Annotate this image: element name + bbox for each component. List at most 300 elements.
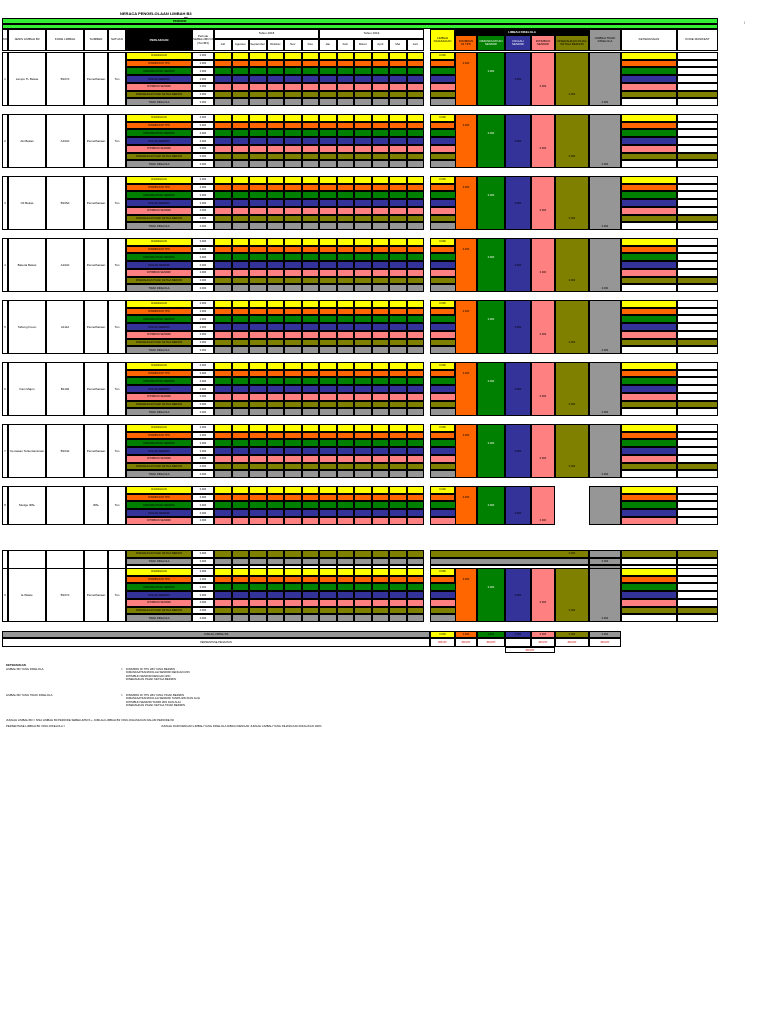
month-cell [407, 455, 425, 463]
month-cell [249, 238, 267, 246]
month-cell [214, 215, 232, 223]
month-cell [389, 269, 407, 277]
month-cell [319, 599, 337, 607]
manifest-cell [677, 339, 718, 347]
month-cell [337, 517, 355, 525]
treatment-label: TIDAK DIKELOLA [126, 558, 192, 566]
month-cell [319, 362, 337, 370]
treatment-label: DITIMBUN SENDIRI [126, 393, 192, 401]
managed-value: 0.000 [568, 608, 576, 612]
month-cell [337, 238, 355, 246]
month-cell [302, 424, 320, 432]
previous-period-value: 0.000 [192, 315, 214, 323]
group-waste-code: B105d [46, 176, 84, 230]
month-cell [284, 261, 302, 269]
month-cell [302, 607, 320, 615]
month-cell [337, 91, 355, 99]
total-value: 0.000 [505, 631, 531, 638]
month-cell [267, 331, 285, 339]
month-cell [337, 52, 355, 60]
previous-period-value: 0.000 [192, 591, 214, 599]
month-cell [354, 424, 372, 432]
month-cell [407, 486, 425, 494]
month-cell [232, 385, 250, 393]
month-cell [302, 215, 320, 223]
previous-period-value: 0.000 [192, 222, 214, 230]
month-cell [267, 52, 285, 60]
month-cell [232, 215, 250, 223]
month-cell [389, 339, 407, 347]
month-cell [302, 246, 320, 254]
managed-value: 0.000 [487, 131, 495, 135]
month-cell [319, 137, 337, 145]
month-cell [214, 67, 232, 75]
previous-period-value: 0.000 [192, 75, 214, 83]
managed-column [531, 568, 555, 622]
month-cell [389, 122, 407, 130]
month-cell [284, 408, 302, 416]
generated-value: 0.000 [430, 300, 455, 308]
month-cell [354, 568, 372, 576]
month-cell [214, 207, 232, 215]
month-cell [407, 184, 425, 192]
month-cell [337, 98, 355, 106]
month-cell [284, 160, 302, 168]
month-cell [407, 238, 425, 246]
month-cell [407, 401, 425, 409]
month-cell [337, 494, 355, 502]
manifest-cell [677, 52, 718, 60]
month-cell [372, 98, 390, 106]
percentage-value [505, 638, 531, 647]
col-header-month: Oktober [267, 39, 285, 51]
month-cell [302, 253, 320, 261]
month-cell [214, 261, 232, 269]
month-cell [284, 52, 302, 60]
month-cell [214, 470, 232, 478]
remarks-cell [621, 614, 677, 622]
manifest-cell [677, 83, 718, 91]
month-cell [267, 246, 285, 254]
managed-value: 0.000 [514, 511, 522, 515]
month-cell [337, 145, 355, 153]
remarks-cell [621, 300, 677, 308]
month-cell [389, 153, 407, 161]
manifest-cell [677, 176, 718, 184]
month-cell [232, 432, 250, 440]
month-cell [389, 401, 407, 409]
month-cell [407, 509, 425, 517]
flow-band [430, 494, 455, 502]
month-cell [284, 137, 302, 145]
month-cell [319, 215, 337, 223]
month-cell [249, 145, 267, 153]
month-cell [302, 98, 320, 106]
month-cell [407, 122, 425, 130]
managed-value: 0.000 [514, 325, 522, 329]
manifest-cell [677, 607, 718, 615]
month-cell [267, 122, 285, 130]
month-cell [389, 463, 407, 471]
month-cell [337, 599, 355, 607]
month-cell [249, 576, 267, 584]
month-cell [319, 424, 337, 432]
month-cell [267, 591, 285, 599]
month-cell [214, 455, 232, 463]
month-cell [302, 129, 320, 137]
month-cell [284, 277, 302, 285]
remarks-cell [621, 160, 677, 168]
month-cell [337, 137, 355, 145]
month-cell [284, 253, 302, 261]
month-cell [389, 207, 407, 215]
manifest-cell [677, 238, 718, 246]
month-cell [372, 509, 390, 517]
month-cell [372, 470, 390, 478]
month-cell [302, 331, 320, 339]
month-cell [249, 215, 267, 223]
month-cell [372, 215, 390, 223]
previous-period-value: 0.000 [192, 238, 214, 246]
month-cell [372, 346, 390, 354]
month-cell [267, 463, 285, 471]
treatment-label: DISIMPAN DI TPS [126, 184, 192, 192]
month-cell [214, 75, 232, 83]
notes-managed-item: DIMANFAATKAN/DIOLAH SENDIRI DENGAN IZIN [126, 670, 190, 675]
month-cell [354, 370, 372, 378]
remarks-cell [621, 599, 677, 607]
month-cell [319, 501, 337, 509]
month-cell [389, 137, 407, 145]
month-cell [372, 91, 390, 99]
treatment-label: DIOLAH SENDIRI [126, 385, 192, 393]
remarks-cell [621, 137, 677, 145]
month-cell [389, 98, 407, 106]
month-cell [284, 184, 302, 192]
group-source: Pemeliharaan [84, 424, 108, 478]
month-cell [214, 447, 232, 455]
month-cell [284, 222, 302, 230]
group-source: IPAL [84, 486, 108, 525]
month-cell [267, 583, 285, 591]
month-cell [249, 52, 267, 60]
month-cell [354, 284, 372, 292]
month-cell [319, 222, 337, 230]
group-unit: Ton [108, 114, 126, 168]
remarks-cell [621, 261, 677, 269]
remarks-cell [621, 401, 677, 409]
manifest-cell [677, 550, 718, 558]
month-cell [267, 269, 285, 277]
month-cell [249, 362, 267, 370]
previous-period-value: 0.000 [192, 199, 214, 207]
month-cell [354, 52, 372, 60]
month-cell [284, 439, 302, 447]
group-source: Pemeliharaan [84, 568, 108, 622]
managed-column [505, 486, 531, 525]
month-cell [372, 145, 390, 153]
treatment-label: DISERAHKAN PIHAK KETIGA BERIZIN [126, 550, 192, 558]
month-cell [267, 145, 285, 153]
month-cell [249, 494, 267, 502]
month-cell [214, 300, 232, 308]
month-cell [232, 60, 250, 68]
month-cell [232, 222, 250, 230]
manifest-cell [677, 370, 718, 378]
month-cell [389, 346, 407, 354]
treatment-label: TIDAK DIKELOLA [126, 160, 192, 168]
remarks-cell [621, 439, 677, 447]
managed-value: 0.000 [514, 449, 522, 453]
month-cell [389, 145, 407, 153]
month-cell [232, 129, 250, 137]
manifest-cell [677, 199, 718, 207]
manifest-cell [677, 331, 718, 339]
managed-value: 0.000 [462, 434, 470, 438]
month-cell [319, 331, 337, 339]
month-cell [302, 568, 320, 576]
month-cell [319, 550, 337, 558]
previous-period-value: 0.000 [192, 614, 214, 622]
month-cell [284, 238, 302, 246]
remarks-cell [621, 591, 677, 599]
month-cell [389, 184, 407, 192]
month-cell [407, 385, 425, 393]
month-cell [214, 494, 232, 502]
month-cell [319, 238, 337, 246]
remarks-cell [621, 501, 677, 509]
remarks-cell [621, 455, 677, 463]
col-header-managed-sub: DIOLAH SENDIRI [505, 35, 531, 51]
manifest-cell [677, 393, 718, 401]
remarks-cell [621, 370, 677, 378]
notes-unmanaged-item: DIMANFAATKAN/DIOLAH SENDIRI TANPA IZIN DAN ALIH [126, 696, 200, 701]
manifest-cell [677, 153, 718, 161]
month-cell [249, 339, 267, 347]
month-cell [354, 558, 372, 566]
month-cell [267, 568, 285, 576]
month-cell [354, 83, 372, 91]
month-cell [232, 122, 250, 130]
remarks-cell [621, 393, 677, 401]
month-cell [284, 607, 302, 615]
previous-period-value: 0.000 [192, 191, 214, 199]
group-unit: Ton [108, 362, 126, 416]
month-cell [267, 308, 285, 316]
managed-column [531, 300, 555, 354]
manifest-cell [677, 300, 718, 308]
month-cell [232, 401, 250, 409]
month-cell [407, 447, 425, 455]
group-waste-code [46, 486, 84, 525]
month-cell [302, 576, 320, 584]
month-cell [319, 122, 337, 130]
month-cell [337, 424, 355, 432]
manifest-cell [677, 494, 718, 502]
month-cell [337, 550, 355, 558]
month-cell [407, 191, 425, 199]
month-cell [337, 67, 355, 75]
col-header-month: Mei [389, 39, 407, 51]
remarks-cell [621, 346, 677, 354]
month-cell [232, 568, 250, 576]
notes-section [6, 664, 746, 744]
month-cell [232, 470, 250, 478]
month-cell [214, 439, 232, 447]
month-cell [337, 308, 355, 316]
month-cell [214, 176, 232, 184]
remarks-cell [621, 67, 677, 75]
remarks-cell [621, 331, 677, 339]
previous-period-value: 0.000 [192, 494, 214, 502]
month-cell [319, 300, 337, 308]
month-cell [389, 60, 407, 68]
month-cell [337, 393, 355, 401]
month-cell [354, 583, 372, 591]
month-cell [232, 284, 250, 292]
treatment-label: DIOLAH SENDIRI [126, 75, 192, 83]
month-cell [407, 346, 425, 354]
treatment-label: DISIMPAN DI TPS [126, 246, 192, 254]
month-cell [267, 550, 285, 558]
month-cell [372, 300, 390, 308]
previous-period-value: 0.000 [192, 184, 214, 192]
month-cell [319, 114, 337, 122]
month-cell [354, 308, 372, 316]
previous-period-value: 0.000 [192, 424, 214, 432]
month-cell [372, 501, 390, 509]
month-cell [267, 323, 285, 331]
month-cell [319, 614, 337, 622]
month-cell [267, 447, 285, 455]
month-cell [302, 377, 320, 385]
remarks-cell [621, 176, 677, 184]
notes-managed-item: DITIMBUN SENDIRI DENGAN IZIN [126, 673, 171, 678]
month-cell [249, 129, 267, 137]
remarks-cell [621, 153, 677, 161]
previous-period-value: 0.000 [192, 331, 214, 339]
notes-unmanaged-sep: = [121, 693, 123, 697]
month-cell [249, 377, 267, 385]
month-cell [249, 269, 267, 277]
month-cell [302, 463, 320, 471]
month-cell [337, 269, 355, 277]
manifest-cell [677, 501, 718, 509]
group-number: 9 [2, 568, 8, 622]
month-cell [337, 129, 355, 137]
previous-period-value: 0.000 [192, 145, 214, 153]
remarks-cell [621, 377, 677, 385]
month-cell [267, 184, 285, 192]
previous-period-value: 0.000 [192, 439, 214, 447]
month-cell [337, 153, 355, 161]
month-cell [407, 269, 425, 277]
manifest-cell [677, 576, 718, 584]
month-cell [354, 393, 372, 401]
month-cell [354, 98, 372, 106]
month-cell [337, 323, 355, 331]
month-cell [232, 253, 250, 261]
month-cell [389, 576, 407, 584]
previous-period-value: 0.000 [192, 277, 214, 285]
month-cell [214, 385, 232, 393]
month-cell [389, 424, 407, 432]
month-cell [319, 447, 337, 455]
previous-period-value: 0.000 [192, 346, 214, 354]
col-header-month: April [372, 39, 390, 51]
managed-column [477, 114, 505, 168]
month-cell [354, 599, 372, 607]
managed-value: 0.000 [487, 317, 495, 321]
managed-value: 0.000 [514, 77, 522, 81]
month-cell [249, 393, 267, 401]
month-cell [214, 599, 232, 607]
group-source: Pemeliharaan [84, 52, 108, 106]
notes-unmanaged-item: DISIMPAN DI TPS LB3 YANG TIDAK BERIZIN [126, 693, 185, 697]
month-cell [407, 67, 425, 75]
month-cell [407, 91, 425, 99]
month-cell [372, 277, 390, 285]
month-cell [267, 470, 285, 478]
month-cell [214, 315, 232, 323]
group-number: 7 [2, 424, 8, 478]
month-cell [354, 261, 372, 269]
month-cell [319, 346, 337, 354]
month-cell [232, 114, 250, 122]
treatment-label: DISERAHKAN PIHAK KETIGA BERIZIN [126, 153, 192, 161]
treatment-label: DIMANFAATKAN SENDIRI [126, 583, 192, 591]
month-cell [372, 67, 390, 75]
manifest-cell [677, 277, 718, 285]
month-cell [407, 114, 425, 122]
month-cell [232, 176, 250, 184]
month-cell [407, 75, 425, 83]
month-cell [389, 222, 407, 230]
remarks-cell [621, 114, 677, 122]
month-cell [354, 607, 372, 615]
treatment-label: DIHASILKAN [126, 486, 192, 494]
managed-value: 0.000 [462, 372, 470, 376]
month-cell [354, 269, 372, 277]
month-cell [354, 75, 372, 83]
remarks-cell [621, 470, 677, 478]
month-cell [232, 424, 250, 432]
month-cell [372, 599, 390, 607]
manifest-cell [677, 269, 718, 277]
month-cell [284, 199, 302, 207]
managed-value: 0.000 [462, 496, 470, 500]
month-cell [302, 83, 320, 91]
treatment-label: DITIMBUN SENDIRI [126, 455, 192, 463]
month-cell [284, 550, 302, 558]
month-cell [249, 455, 267, 463]
manifest-cell [677, 145, 718, 153]
remarks-cell [621, 583, 677, 591]
month-cell [372, 339, 390, 347]
month-cell [337, 470, 355, 478]
month-cell [232, 67, 250, 75]
month-cell [267, 176, 285, 184]
month-cell [319, 67, 337, 75]
remarks-cell [621, 83, 677, 91]
month-cell [319, 401, 337, 409]
month-cell [319, 184, 337, 192]
month-cell [372, 284, 390, 292]
month-cell [354, 614, 372, 622]
manifest-cell [677, 215, 718, 223]
month-cell [214, 432, 232, 440]
month-cell [249, 370, 267, 378]
